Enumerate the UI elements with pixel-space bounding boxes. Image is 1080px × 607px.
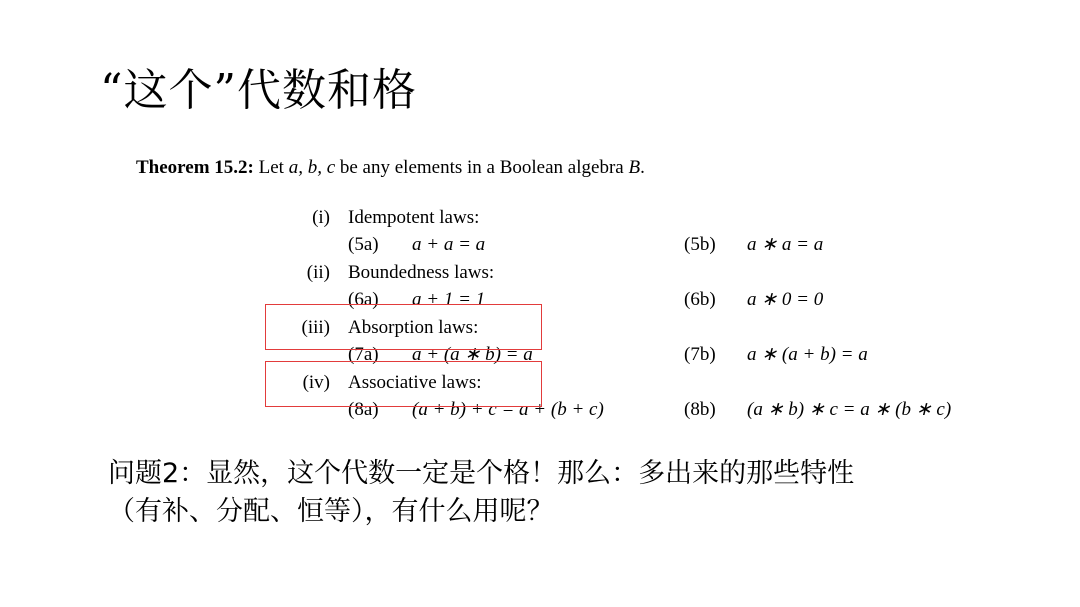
equation-expression: a ∗ a = a [747, 234, 824, 255]
law-roman-numeral: (ii) [306, 262, 330, 283]
equation-expression: a + (a ∗ b) = a [412, 344, 533, 365]
law-name: Absorption laws: [348, 317, 479, 338]
question-line-2: （有补、分配、恒等），有什么用呢？ [108, 496, 554, 527]
law-equations-idempotent [0, 232, 1080, 258]
law-header-boundedness [0, 260, 1080, 286]
equation-label: (6a) [348, 289, 379, 310]
equation-label: (8b) [684, 399, 716, 420]
equation-expression: a ∗ 0 = 0 [747, 289, 824, 310]
theorem-text-mid: be any elements in a Boolean algebra [339, 157, 624, 178]
law-roman-numeral: (iii) [301, 317, 330, 338]
equation-label: (6b) [684, 289, 716, 310]
theorem-text-suffix: . [640, 157, 645, 178]
equation-expression: a + 1 = 1 [412, 289, 486, 310]
equation-label: (5a) [348, 234, 379, 255]
equation-expression: (a ∗ b) ∗ c = a ∗ (b ∗ c) [747, 399, 952, 420]
question-line-1: 问题2：显然，这个代数一定是个格！那么：多出来的那些特性 [108, 458, 855, 489]
slide-title: “这个”代数和格 [100, 65, 417, 116]
law-roman-numeral: (iv) [302, 372, 330, 393]
equation-expression: a ∗ (a + b) = a [747, 344, 868, 365]
equation-label: (7b) [684, 344, 716, 365]
law-name: Boundedness laws: [348, 262, 495, 283]
theorem-statement [136, 157, 645, 179]
equation-expression: (a + b) + c = a + (b + c) [412, 399, 604, 420]
law-header-idempotent [0, 205, 1080, 231]
theorem-text-prefix: Let [258, 157, 284, 178]
theorem-label: Theorem 15.2: [136, 157, 254, 178]
theorem-variables: a, b, c [288, 157, 336, 178]
equation-label: (7a) [348, 344, 379, 365]
absorption-highlight-box [265, 304, 542, 350]
law-roman-numeral: (i) [312, 207, 330, 228]
question-text [108, 455, 1008, 531]
theorem-set-symbol: B [628, 157, 641, 178]
law-name: Associative laws: [348, 372, 482, 393]
equation-label: (8a) [348, 399, 379, 420]
equation-label: (5b) [684, 234, 716, 255]
equation-expression: a + a = a [412, 234, 486, 255]
associative-highlight-box [265, 361, 542, 407]
law-name: Idempotent laws: [348, 207, 480, 228]
